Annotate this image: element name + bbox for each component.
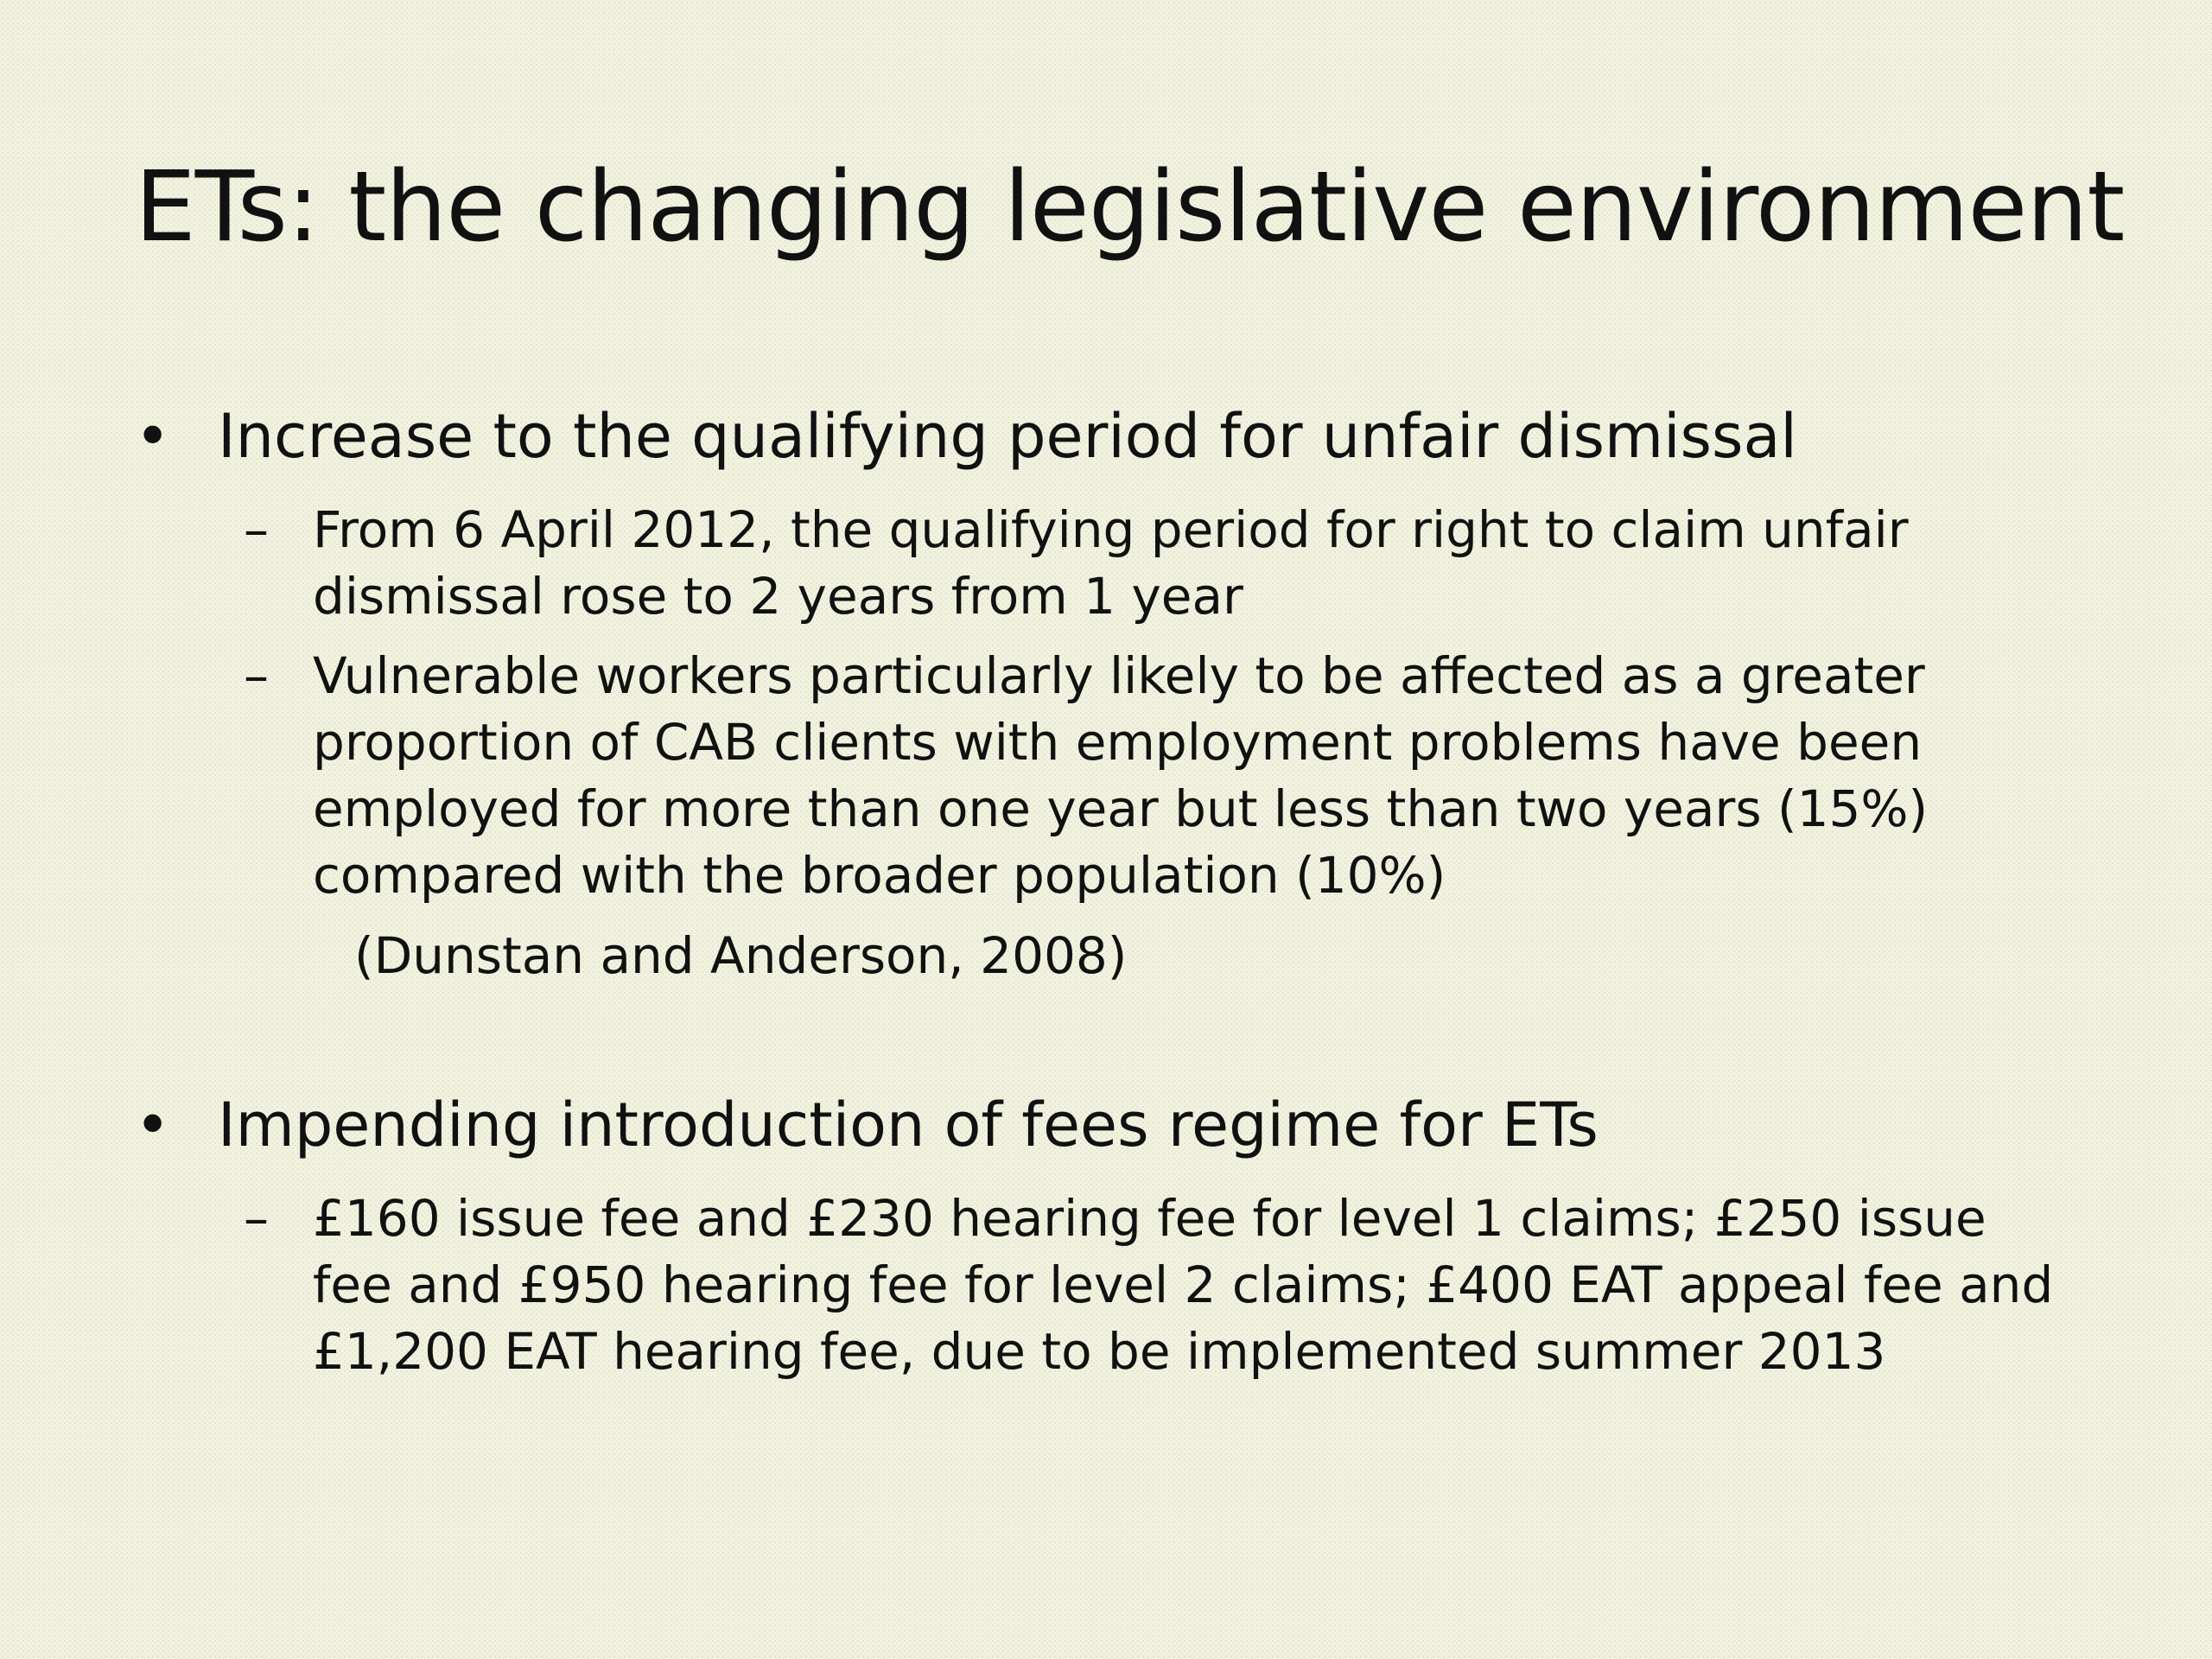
sub-bullet-rule-change	[244, 497, 2079, 630]
sub-bullet-vulnerable-workers	[244, 643, 2079, 909]
bullet-text: Impending introduction of fees regime for ETs	[218, 1090, 1599, 1160]
bullet-text: Increase to the qualifying period for unfair dismissal	[218, 401, 1797, 472]
citation: (Dunstan and Anderson, 2008)	[354, 926, 1128, 985]
bullet-marker: •	[135, 1090, 171, 1160]
bullet-fees-regime	[135, 1077, 2079, 1173]
sub-bullet-marker: –	[244, 500, 269, 559]
sub-bullets-fees-regime	[244, 1185, 2079, 1385]
sub-bullets-qualifying-period	[244, 497, 2079, 909]
sub-bullet-text: £160 issue fee and £230 hearing fee for level 1 claims; £250 issue fee and £950 hearing fee for level 2 claims; £400 EAT appeal fee and £1,200 EAT hearing fee, due to be implemented summer 2013	[313, 1189, 2054, 1381]
sub-bullet-fee-amounts	[244, 1185, 2079, 1385]
slide-title: ETs: the changing legislative environment	[135, 151, 2125, 264]
bullet-marker: •	[135, 401, 171, 472]
sub-bullet-marker: –	[244, 646, 269, 705]
sub-bullet-text: From 6 April 2012, the qualifying period for right to claim unfair dismissal rose to 2 years from 1 year	[313, 500, 1909, 626]
spacer	[135, 989, 2079, 1077]
sub-bullet-marker: –	[244, 1189, 269, 1248]
sub-bullet-text: Vulnerable workers particularly likely to be affected as a greater proportion of CAB clients with employment problems have been employed for more than one year but less than two years (15%) compared with the broader population (10%)	[313, 646, 1929, 905]
slide-content	[135, 389, 2079, 1385]
bullet-qualifying-period	[135, 389, 2079, 484]
